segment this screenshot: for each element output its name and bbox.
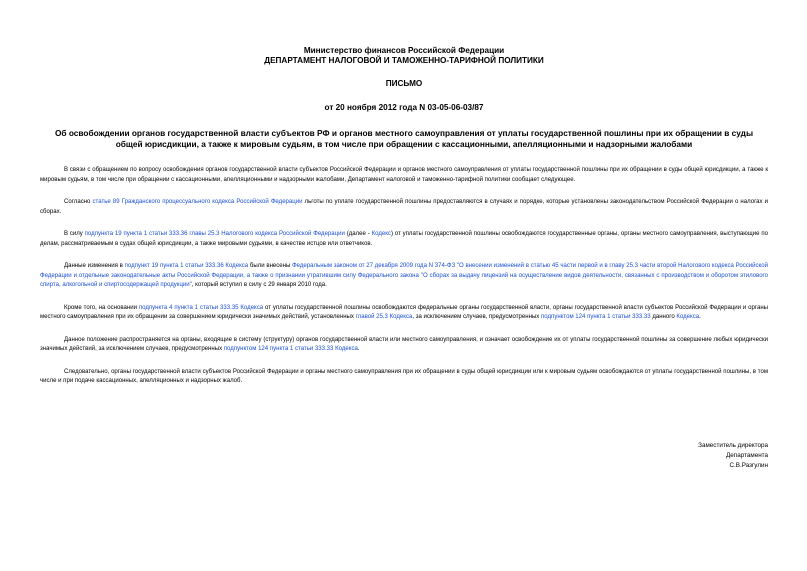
text-fragment: , за исключением случаев, предусмотренных (412, 314, 542, 320)
text-fragment: (далее - (344, 231, 372, 237)
text-fragment: ) от уплаты государственной пошлины освобождаются государственные органы, органы местного самоуправления, выступающие по делам, рассматриваемым в судах общей юрисдикции, а также мировыми судьями, в качестве истцов или ответчиков. (40, 231, 768, 247)
paragraph-2 (40, 198, 768, 217)
link-federal-law-374[interactable]: Федеральным законом от 27 декабря 2009 года N 374-ФЗ "О внесении изменений в статью 45 части первой и в главу 25.3 части второй Налогового кодекса Российской Федерации и отдельные законодательные акты Российской Федерации, а также о признании утратившим силу Федерального закона "О сборах за выдачу лицензий на осуществление видов деятельности, связанных с производством и оборотом этилового спирта, алкогольной и спиртосодержащей продукции" (40, 263, 768, 288)
link-kodeks[interactable]: Кодекс (371, 231, 391, 237)
paragraph-7: Следовательно, органы государственной власти субъектов Российской Федерации и органы местного самоуправления при их обращении в суды общей юрисдикции или к мировым судьям освобождаются от уплаты государственной пошлины, в том числе и при подаче кассационных, апелляционных и надзорных жалоб. (40, 368, 768, 384)
document-type: ПИСЬМО (385, 79, 423, 88)
text-fragment: льготы по уплате государственной пошлины предоставляются в случаях и порядке, которые установлены законодательством Российской Федерации о налогах и сборах. (40, 199, 769, 215)
signer-unit: Департамента (726, 452, 768, 459)
link-gpk-article-89[interactable]: статье 89 Гражданского процессуального кодекса Российской Федерации (92, 199, 303, 205)
paragraph-4 (40, 262, 768, 291)
text-fragment: . (699, 314, 701, 320)
ministry-name: Министерство финансов Российской Федерации (303, 46, 505, 55)
paragraph-3 (40, 230, 768, 249)
department-name: ДЕПАРТАМЕНТ НАЛОГОВОЙ И ТАМОЖЕННО-ТАРИФНОЙ ПОЛИТИКИ (264, 56, 544, 65)
signer-name: С.В.Разгулин (729, 462, 768, 469)
text-fragment: Данное положение распространяется на органы, входящие в систему (структуру) органов государственной власти или местного самоуправления, и означает освобождение их от уплаты государственной пошлины за совершение любых юридически значимых действий, за исключением случаев, предусмотренных (40, 336, 768, 352)
text-fragment: . (357, 346, 360, 352)
paragraph-1: В связи с обращением по вопросу освобождения органов государственной власти субъектов Российской Федерации и органов местного самоуправления от уплаты государственной пошлины при их обращении в суды общей юрисдикции, а также к мировым судьям, в том числе при обращении с кассационными, апелляционными и надзорными жалобами, Департамент налоговой и таможенно-тарифной политики сообщает следующее. (40, 167, 768, 183)
text-fragment: были внесены (248, 263, 293, 269)
signature-block (600, 441, 768, 471)
link-nk-333-35[interactable]: подпункта 4 пункта 1 статьи 333.35 Кодекса (138, 304, 264, 311)
document-date-number: от 20 ноября 2012 года N 03-05-06-03/87 (324, 103, 484, 112)
text-fragment: Кроме того, на основании (64, 304, 139, 311)
text-fragment: Данные изменения в (64, 263, 125, 269)
text-fragment: В силу (64, 231, 85, 237)
link-nk-333-33-kodeks[interactable]: подпунктом 124 пункта 1 статьи 333.33 Кодекса (223, 346, 358, 352)
text-fragment: , который вступил в силу с 29 января 2010 года. (191, 282, 327, 288)
text-fragment: от уплаты государственной пошлины освобождаются федеральные органы государственной власти, органы государственной власти субъектов Российской Федерации и органы местного самоуправления при их обращении за совершением юридически значимых действий, установленных (40, 304, 769, 320)
link-nk-333-33[interactable]: подпунктом 124 пункта 1 статьи 333.33 (541, 314, 651, 320)
link-chapter-25-3[interactable]: главой 25.3 Кодекса (355, 314, 413, 320)
document-body (40, 166, 768, 387)
document-page (40, 40, 769, 469)
text-fragment: Согласно (64, 199, 93, 205)
signer-position: Заместитель директора (698, 442, 768, 449)
paragraph-6 (40, 336, 768, 355)
link-kodeks[interactable]: Кодекса (676, 314, 700, 320)
document-title: Об освобождении органов государственной власти субъектов РФ и органов местного самоуправления от уплаты государственной пошлины при их обращении в суды общей юрисдикции, а также к мировым судьям, в том числе при обращении с кассационными, апелляционными и надзорными жалобами (54, 128, 754, 149)
paragraph-5 (40, 304, 768, 323)
link-nk-333-36[interactable]: подпункта 19 пункта 1 статьи 333.36 главы 25.3 Налогового кодекса Российской Федерации (84, 231, 345, 237)
text-fragment: данного (650, 314, 677, 320)
link-subparagraph-19[interactable]: подпункт 19 пункта 1 статьи 333.36 Кодекса (124, 263, 249, 269)
